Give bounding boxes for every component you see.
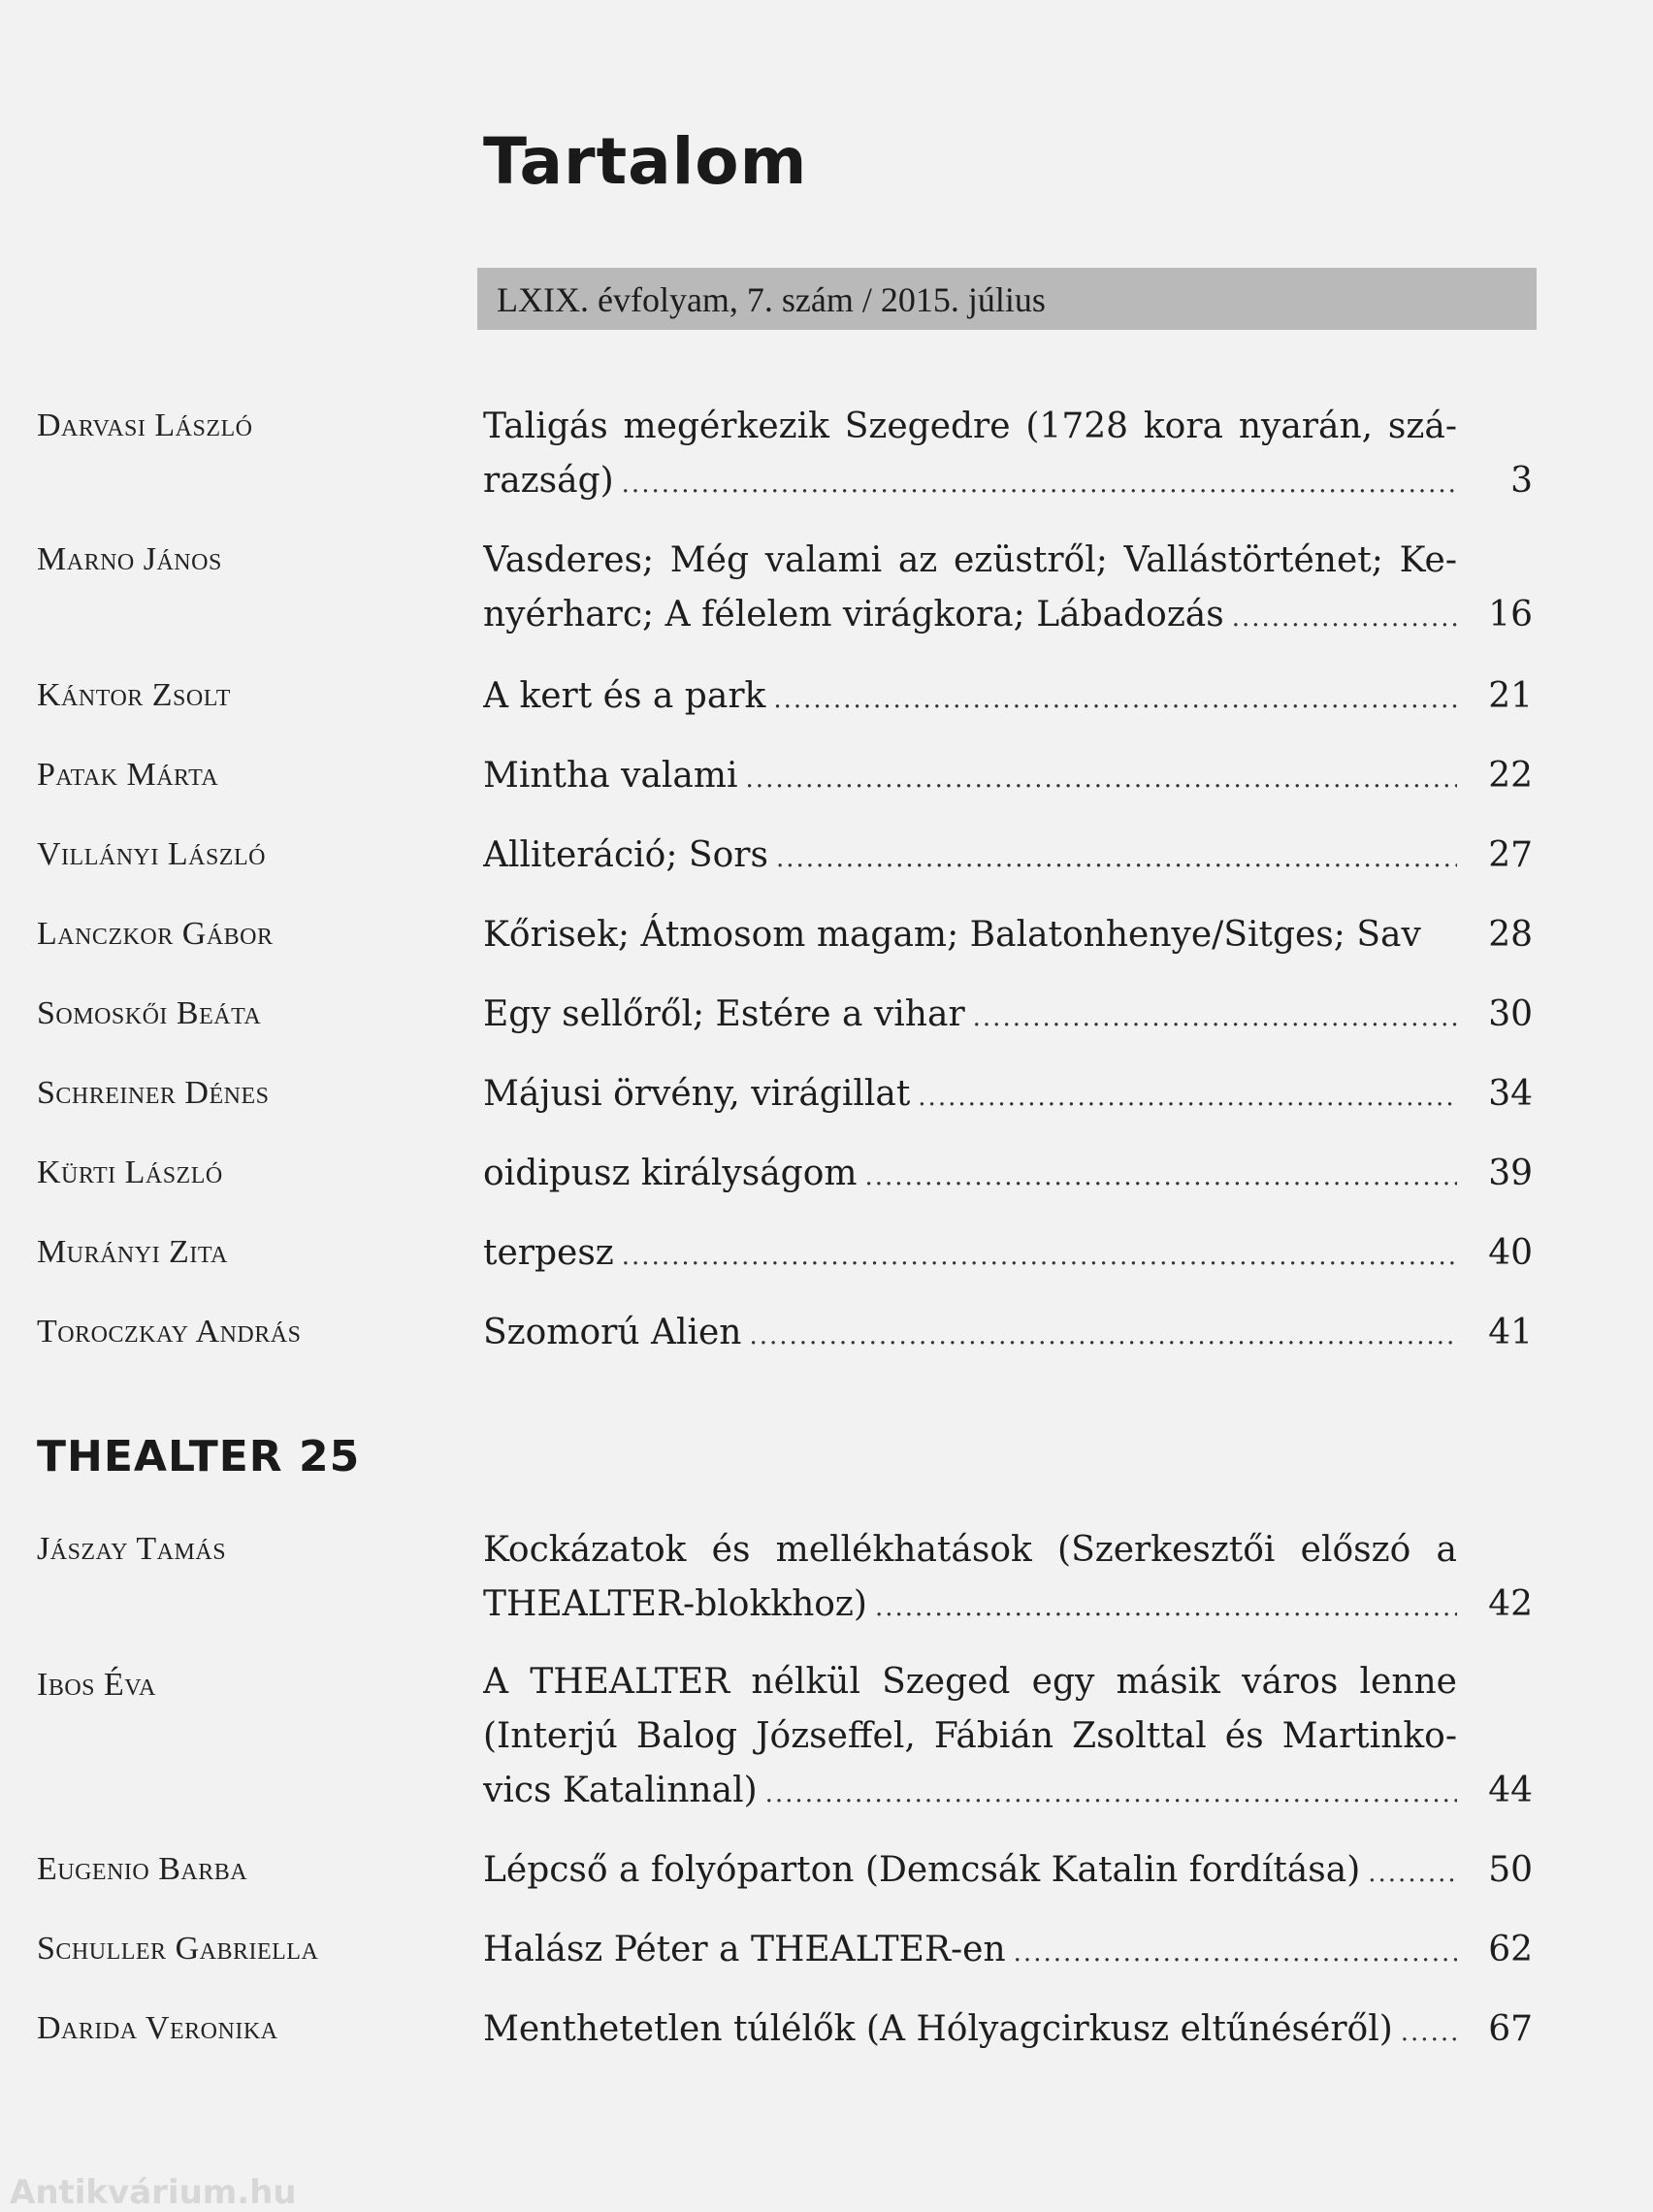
entry-author: Schreiner Dénes: [37, 1075, 270, 1111]
page-number: 22: [1488, 756, 1533, 796]
page-number: 41: [1488, 1313, 1533, 1352]
entry-author: Patak Márta: [37, 757, 219, 793]
section-heading: THEALTER 25: [37, 1432, 361, 1481]
page-number: 62: [1488, 1930, 1533, 1969]
entry-title-line: Egy sellőről; Estére a vihar .....: [483, 988, 1457, 1045]
page-number: 67: [1488, 2009, 1533, 2049]
dot-leader: [875, 1580, 1457, 1635]
dot-leader: [749, 1309, 1457, 1363]
issue-info: LXIX. évfolyam, 7. szám / 2015. július: [497, 280, 1046, 319]
entry-title-line: Taligás megérkezik Szegedre (1728 kora nyarán, szá-: [483, 407, 1457, 446]
entry-title-line: Májusi örvény, virágillat .....: [483, 1067, 1457, 1124]
dot-leader: [1368, 1846, 1457, 1901]
page-number: 40: [1488, 1233, 1533, 1273]
dot-leader: [773, 672, 1457, 727]
entry-title-line: A kert és a park .....: [483, 669, 1457, 727]
entry-author: Toroczkay András: [37, 1314, 302, 1350]
page-number: 39: [1488, 1154, 1533, 1193]
entry-author: Darida Veronika: [37, 2010, 278, 2046]
entry-author: Lanczkor Gábor: [37, 916, 274, 952]
entry-title-line: Menthetetlen túlélők (A Hólyagcirkusz eltűnéséről) .....: [483, 2002, 1457, 2060]
page-number: 42: [1488, 1584, 1533, 1624]
entry-author: Somoskői Beáta: [37, 995, 262, 1031]
entry-author: Kántor Zsolt: [37, 677, 231, 713]
entry-author: Jászay Tamás: [37, 1531, 227, 1567]
entry-title-line: Kőrisek; Átmosom magam; Balatonhenye/Sitges; Sav: [483, 915, 1421, 955]
entry-title-line: Szomorú Alien .....: [483, 1306, 1457, 1363]
dot-leader: [973, 991, 1457, 1045]
page-number: 44: [1488, 1771, 1533, 1810]
page-title: Tartalom: [483, 124, 808, 199]
dot-leader: [918, 1070, 1457, 1124]
entry-author: Kürti László: [37, 1155, 223, 1190]
entry-author: Eugenio Barba: [37, 1851, 248, 1887]
page-number: 3: [1510, 461, 1533, 501]
entry-title-line: Vasderes; Még valami az ezüstről; Vallástörténet; Ke-: [483, 540, 1457, 580]
entry-author: Schuller Gabriella: [37, 1931, 319, 1967]
entry-author: Villányi László: [37, 836, 266, 872]
page-number: 21: [1488, 676, 1533, 716]
entry-author: Darvasi László: [37, 407, 253, 443]
page-number: 16: [1488, 595, 1533, 634]
entry-title-line: Mintha valami .....: [483, 749, 1457, 806]
page-number: 34: [1488, 1074, 1533, 1114]
dot-leader: [1401, 2005, 1457, 2060]
watermark: Antikvárium.hu: [10, 2173, 297, 2212]
dot-leader: [865, 1150, 1457, 1204]
dot-leader: [1232, 591, 1457, 645]
page-number: 27: [1488, 835, 1533, 875]
entry-title-line: THEALTER-blokkhoz) .....: [483, 1578, 1457, 1635]
entry-title-line: terpesz .....: [483, 1226, 1457, 1284]
entry-title-line: A THEALTER nélkül Szeged egy másik város lenne: [483, 1662, 1457, 1702]
entry-title-line: Alliteráció; Sors .....: [483, 829, 1457, 886]
entry-author: Ibos Éva: [37, 1667, 156, 1703]
dot-leader: [1014, 1926, 1457, 1980]
page-number: 50: [1488, 1850, 1533, 1890]
entry-title-line: Kockázatok és mellékhatások (Szerkesztői előszó a: [483, 1530, 1457, 1570]
entry-title-line: Halász Péter a THEALTER-en .....: [483, 1923, 1457, 1980]
entry-title-line: razság) .....: [483, 454, 1457, 511]
dot-leader: [776, 831, 1457, 886]
issue-banner: [477, 268, 1537, 330]
entry-title-line: (Interjú Balog Józseffel, Fábián Zsolttal és Martinko-: [483, 1716, 1457, 1756]
page-number: 28: [1488, 915, 1533, 955]
dot-leader: [765, 1767, 1457, 1821]
entry-author: Murányi Zita: [37, 1234, 228, 1270]
entry-author: Marno János: [37, 541, 222, 577]
page-number: 30: [1488, 994, 1533, 1034]
entry-title-line: oidipusz királyságom .....: [483, 1147, 1457, 1204]
dot-leader: [746, 752, 1457, 806]
entry-title-line: nyérharc; A félelem virágkora; Lábadozás .....: [483, 588, 1457, 645]
dot-leader: [622, 457, 1457, 511]
entry-title-line: vics Katalinnal) .....: [483, 1764, 1457, 1821]
dot-leader: [622, 1229, 1457, 1284]
entry-title-line: Lépcső a folyóparton (Demcsák Katalin fordítása) .....: [483, 1843, 1457, 1901]
